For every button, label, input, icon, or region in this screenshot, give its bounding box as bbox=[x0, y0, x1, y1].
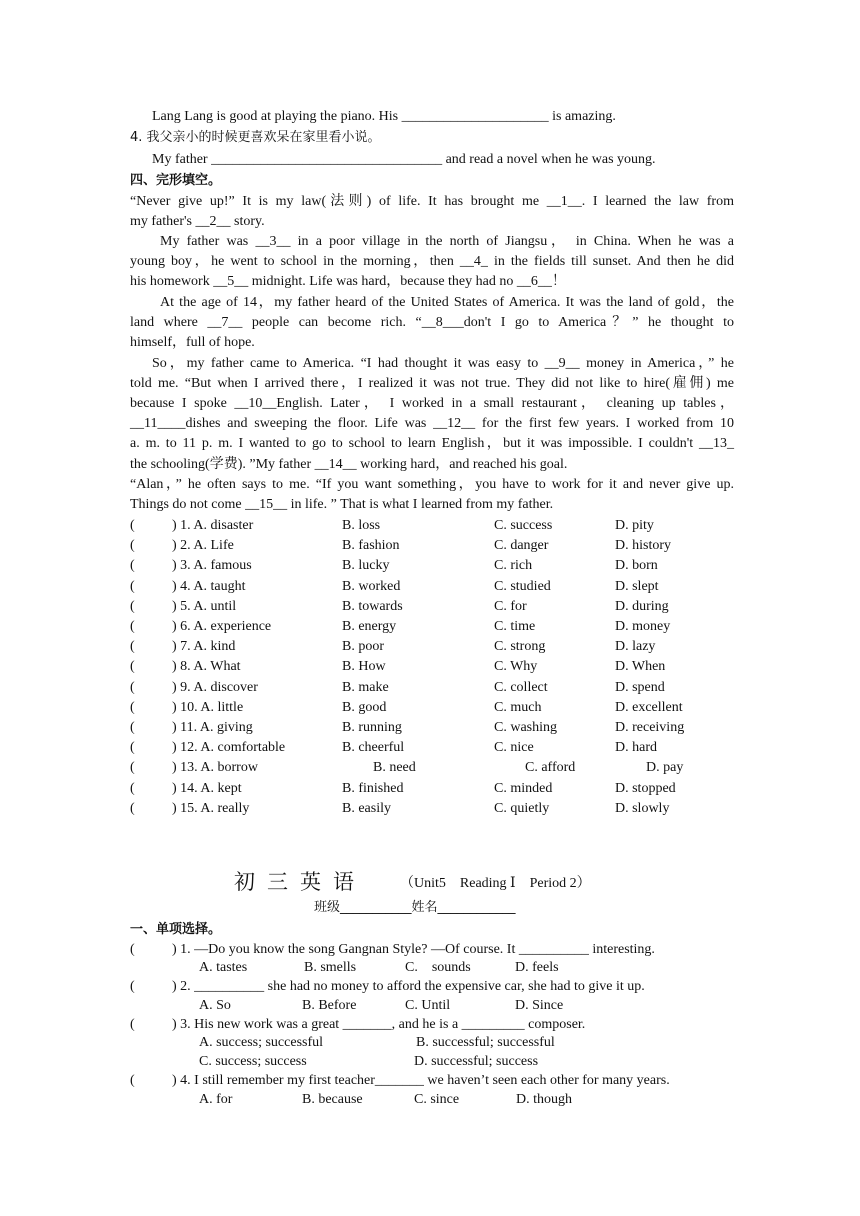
option-b: B. running bbox=[342, 720, 402, 735]
option-c: C. washing bbox=[494, 720, 557, 735]
passage-line: Things do not come __15__ in life. ” That is what I learned from my father. bbox=[130, 497, 554, 512]
option-b: B. make bbox=[342, 680, 389, 695]
option-b: B. How bbox=[342, 659, 386, 674]
option-b: B. finished bbox=[342, 781, 404, 796]
question-number-option-a: ) 12. A. comfortable bbox=[172, 740, 286, 755]
option-b: B. poor bbox=[342, 639, 384, 654]
worksheet-title: 初三英语 bbox=[234, 870, 366, 894]
answer-paren: ( bbox=[130, 1073, 135, 1088]
mc-question: ) 3. His new work was a great _______, and he is a _________ composer. bbox=[172, 1017, 586, 1032]
option-d: D. slowly bbox=[615, 801, 670, 816]
option-d: D. history bbox=[615, 538, 671, 553]
option-c: C. Why bbox=[494, 659, 538, 674]
passage-line: At the age of 14，my father heard of the United States of America. It was the land of gold，the bbox=[160, 295, 734, 310]
answer-paren: ( bbox=[130, 740, 135, 755]
passage-line: “Never give up!” It is my law(法则) of life. It has brought me __1__. I learned the law from bbox=[130, 194, 734, 209]
option-c: C. danger bbox=[494, 538, 549, 553]
option-c: C. strong bbox=[494, 639, 546, 654]
answer-paren: ( bbox=[130, 720, 135, 735]
passage-line: So，my father came to America. “I had thought it was easy to __9__ money in America，” he bbox=[152, 356, 734, 371]
question-number-option-a: ) 11. A. giving bbox=[172, 720, 253, 735]
answer-paren: ( bbox=[130, 619, 135, 634]
option-c: C. nice bbox=[494, 740, 534, 755]
mc-question: ) 1. —Do you know the song Gangnan Style? —Of course. It __________ interesting. bbox=[172, 942, 655, 957]
passage-line: My father was __3__ in a poor village in the north of Jiangsu， in China. When he was a bbox=[160, 234, 734, 249]
option-d: D. during bbox=[615, 599, 669, 614]
option-b: B. loss bbox=[342, 518, 381, 533]
question-number-option-a: ) 13. A. borrow bbox=[172, 760, 258, 775]
answer-paren: ( bbox=[130, 599, 135, 614]
mc-question: ) 4. I still remember my first teacher_______ we haven’t seen each other for many years. bbox=[172, 1073, 670, 1088]
passage-line: the schooling(学费). ”My father __14__ working hard，and reached his goal. bbox=[130, 457, 568, 472]
option-d: D. When bbox=[615, 659, 666, 674]
mc-option: B. successful; successful bbox=[416, 1035, 555, 1050]
question-number-option-a: ) 3. A. famous bbox=[172, 558, 252, 573]
mc-option: C. success; success bbox=[199, 1054, 307, 1069]
mc-option: B. smells bbox=[304, 960, 357, 975]
option-c: C. collect bbox=[494, 680, 548, 695]
passage-line: because I spoke __10__English. Later， I worked in a small restaurant， cleaning up tables， bbox=[130, 396, 734, 411]
answer-paren: ( bbox=[130, 760, 135, 775]
passage-line: told me. “But when I arrived there，I realized it was not true. They did not like to hire(雇佣) me bbox=[130, 376, 734, 391]
option-b: B. energy bbox=[342, 619, 397, 634]
question-number-option-a: ) 4. A. taught bbox=[172, 579, 246, 594]
section-heading-cloze: 四、完形填空。 bbox=[130, 173, 222, 188]
question-number-option-a: ) 5. A. until bbox=[172, 599, 237, 614]
mc-option: A. tastes bbox=[199, 960, 248, 975]
question-number-option-a: ) 2. A. Life bbox=[172, 538, 234, 553]
answer-paren: ( bbox=[130, 801, 135, 816]
option-d: D. pay bbox=[646, 760, 684, 775]
option-c: C. success bbox=[494, 518, 553, 533]
option-c: C. for bbox=[494, 599, 527, 614]
question-number-option-a: ) 9. A. discover bbox=[172, 680, 258, 695]
mc-option: C. Until bbox=[405, 998, 451, 1013]
question-number-option-a: ) 15. A. really bbox=[172, 801, 250, 816]
translation-prompt: 4. 我父亲小的时候更喜欢呆在家里看小说。 bbox=[130, 130, 381, 145]
worksheet-subtitle: （Unit5 Reading Ⅰ Period 2） bbox=[400, 876, 591, 891]
passage-line: young boy，he went to school in the morning，then __4_ in the fields till sunset. And then he did bbox=[130, 254, 734, 269]
option-b: B. easily bbox=[342, 801, 391, 816]
option-d: D. money bbox=[615, 619, 671, 634]
option-b: B. good bbox=[342, 700, 387, 715]
passage-line: himself，full of hope. bbox=[130, 335, 255, 350]
question-number-option-a: ) 6. A. experience bbox=[172, 619, 272, 634]
translation-line: Lang Lang is good at playing the piano. His _____________________ is amazing. bbox=[152, 109, 616, 124]
option-c: C. studied bbox=[494, 579, 551, 594]
option-b: B. lucky bbox=[342, 558, 390, 573]
option-c: C. minded bbox=[494, 781, 553, 796]
option-c: C. time bbox=[494, 619, 536, 634]
mc-option: D. feels bbox=[515, 960, 559, 975]
answer-paren: ( bbox=[130, 781, 135, 796]
answer-paren: ( bbox=[130, 1017, 135, 1032]
mc-option: B. Before bbox=[302, 998, 357, 1013]
answer-paren: ( bbox=[130, 579, 135, 594]
option-c: C. much bbox=[494, 700, 542, 715]
passage-line: “Alan，” he often says to me. “If you want something，you have to work for it and never give up. bbox=[130, 477, 734, 492]
mc-option: D. Since bbox=[515, 998, 564, 1013]
option-d: D. lazy bbox=[615, 639, 656, 654]
mc-option: C. since bbox=[414, 1092, 460, 1107]
mc-option: A. success; successful bbox=[199, 1035, 324, 1050]
option-d: D. slept bbox=[615, 579, 659, 594]
answer-paren: ( bbox=[130, 659, 135, 674]
answer-paren: ( bbox=[130, 538, 135, 553]
option-b: B. need bbox=[373, 760, 416, 775]
option-d: D. spend bbox=[615, 680, 665, 695]
option-b: B. worked bbox=[342, 579, 401, 594]
mc-option: A. for bbox=[199, 1092, 233, 1107]
question-number-option-a: ) 10. A. little bbox=[172, 700, 244, 715]
answer-paren: ( bbox=[130, 558, 135, 573]
option-d: D. stopped bbox=[615, 781, 676, 796]
translation-line: My father _________________________________ and read a novel when he was young. bbox=[152, 152, 656, 167]
answer-paren: ( bbox=[130, 979, 135, 994]
mc-option: B. because bbox=[302, 1092, 363, 1107]
answer-paren: ( bbox=[130, 639, 135, 654]
option-c: C. quietly bbox=[494, 801, 550, 816]
answer-paren: ( bbox=[130, 518, 135, 533]
class-name-line: 班级___________姓名____________ bbox=[314, 900, 516, 915]
option-c: C. afford bbox=[525, 760, 576, 775]
mc-option: D. successful; success bbox=[414, 1054, 539, 1069]
option-b: B. towards bbox=[342, 599, 403, 614]
answer-paren: ( bbox=[130, 680, 135, 695]
answer-paren: ( bbox=[130, 942, 135, 957]
option-c: C. rich bbox=[494, 558, 533, 573]
passage-line: his homework __5__ midnight. Life was hard，because they had no __6__！ bbox=[130, 274, 566, 289]
option-d: D. receiving bbox=[615, 720, 685, 735]
question-number-option-a: ) 1. A. disaster bbox=[172, 518, 254, 533]
option-d: D. pity bbox=[615, 518, 654, 533]
question-number-option-a: ) 8. A. What bbox=[172, 659, 241, 674]
option-d: D. excellent bbox=[615, 700, 683, 715]
option-d: D. born bbox=[615, 558, 658, 573]
passage-line: land where __7__ people can become rich. “__8___don't I go to America？” he thought to bbox=[130, 315, 734, 330]
mc-option: A. So bbox=[199, 998, 231, 1013]
option-b: B. fashion bbox=[342, 538, 400, 553]
option-d: D. hard bbox=[615, 740, 657, 755]
passage-line: my father's __2__ story. bbox=[130, 214, 265, 229]
option-b: B. cheerful bbox=[342, 740, 405, 755]
section-heading-mc: 一、单项选择。 bbox=[130, 922, 222, 937]
mc-option: D. though bbox=[516, 1092, 572, 1107]
answer-paren: ( bbox=[130, 700, 135, 715]
mc-question: ) 2. __________ she had no money to afford the expensive car, she had to give it up. bbox=[172, 979, 645, 994]
mc-option: C. sounds bbox=[405, 960, 471, 975]
question-number-option-a: ) 14. A. kept bbox=[172, 781, 242, 796]
passage-line: a. m. to 11 p. m. I wanted to go to school to learn English，but it was impossible. I couldn't __13_ bbox=[130, 436, 734, 451]
passage-line: __11____dishes and sweeping the floor. Life was __12__ for the first few years. I worked from 10 bbox=[130, 416, 734, 431]
question-number-option-a: ) 7. A. kind bbox=[172, 639, 236, 654]
